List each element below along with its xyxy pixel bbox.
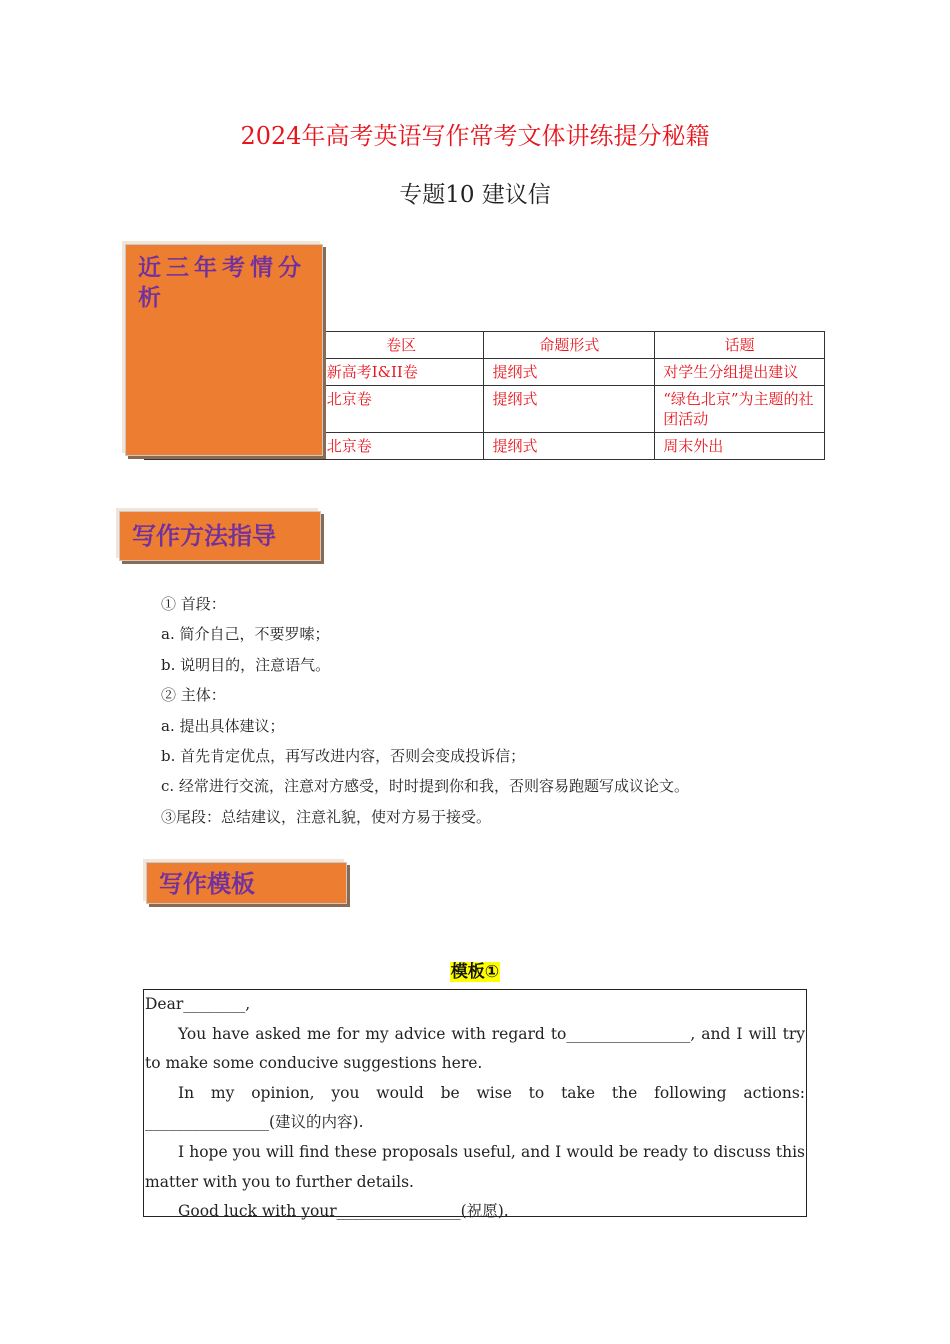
table-cell: 周末外出 [655, 433, 825, 460]
table-header-cell: 命题形式 [484, 332, 655, 359]
table-cell: 北京卷 [314, 433, 484, 460]
letter-paragraph: In my opinion, you would be wise to take the following actions: ________________(建议的内容). [145, 1083, 805, 1132]
list-item: a. 提出具体建议； [161, 716, 285, 735]
list-item: b. 首先肯定优点，再写改进内容，否则会变成投诉信； [161, 747, 526, 766]
letter-paragraph: I hope you will find these proposals useful, and I would be ready to discuss this matter with you to further details. [145, 1142, 805, 1191]
list-item: ③尾段：总结建议，注意礼貌，使对方易于接受。 [161, 807, 492, 826]
section-badge-method: 写作方法指导 [119, 511, 321, 561]
letter-paragraph: You have asked me for my advice with regard to________________, and I will try to make some conducive suggestions here. [145, 1024, 805, 1073]
list-item: ② 主体： [161, 686, 226, 705]
table-cell: 北京卷 [314, 386, 484, 433]
letter-paragraph: Good luck with your________________(祝愿). [178, 1202, 509, 1221]
letter-template-box [143, 989, 807, 1221]
list-item: c. 经常进行交流，注意对方感受，时时提到你和我，否则容易跑题写成议论文。 [161, 777, 689, 796]
list-item: a. 简介自己，不要罗嗦； [161, 625, 330, 644]
section-badge-analysis: 近三年考情分析 [125, 244, 323, 456]
list-item: ① 首段： [161, 595, 226, 613]
template-label-text: 模板① [450, 962, 500, 982]
section-badge-template: 写作模板 [146, 862, 347, 904]
table-cell: 对学生分组提出建议 [655, 359, 825, 386]
table-cell: 提纲式 [484, 359, 655, 386]
table-header-cell: 卷区 [314, 332, 484, 359]
table-header-cell: 话题 [655, 332, 825, 359]
page-title: 2024年高考英语写作常考文体讲练提分秘籍 [240, 122, 710, 150]
letter-greeting: Dear________, [145, 995, 251, 1013]
table-cell: 提纲式 [484, 433, 655, 460]
table-cell: 新高考I&II卷 [314, 359, 484, 386]
page-subtitle: 专题10 建议信 [399, 182, 551, 208]
method-guide-list [161, 589, 689, 832]
list-item: b. 说明目的，注意语气。 [161, 655, 331, 674]
template-label [0, 957, 950, 982]
table-cell: “绿色北京”为主题的社团活动 [655, 386, 825, 433]
table-cell: 提纲式 [484, 386, 655, 433]
